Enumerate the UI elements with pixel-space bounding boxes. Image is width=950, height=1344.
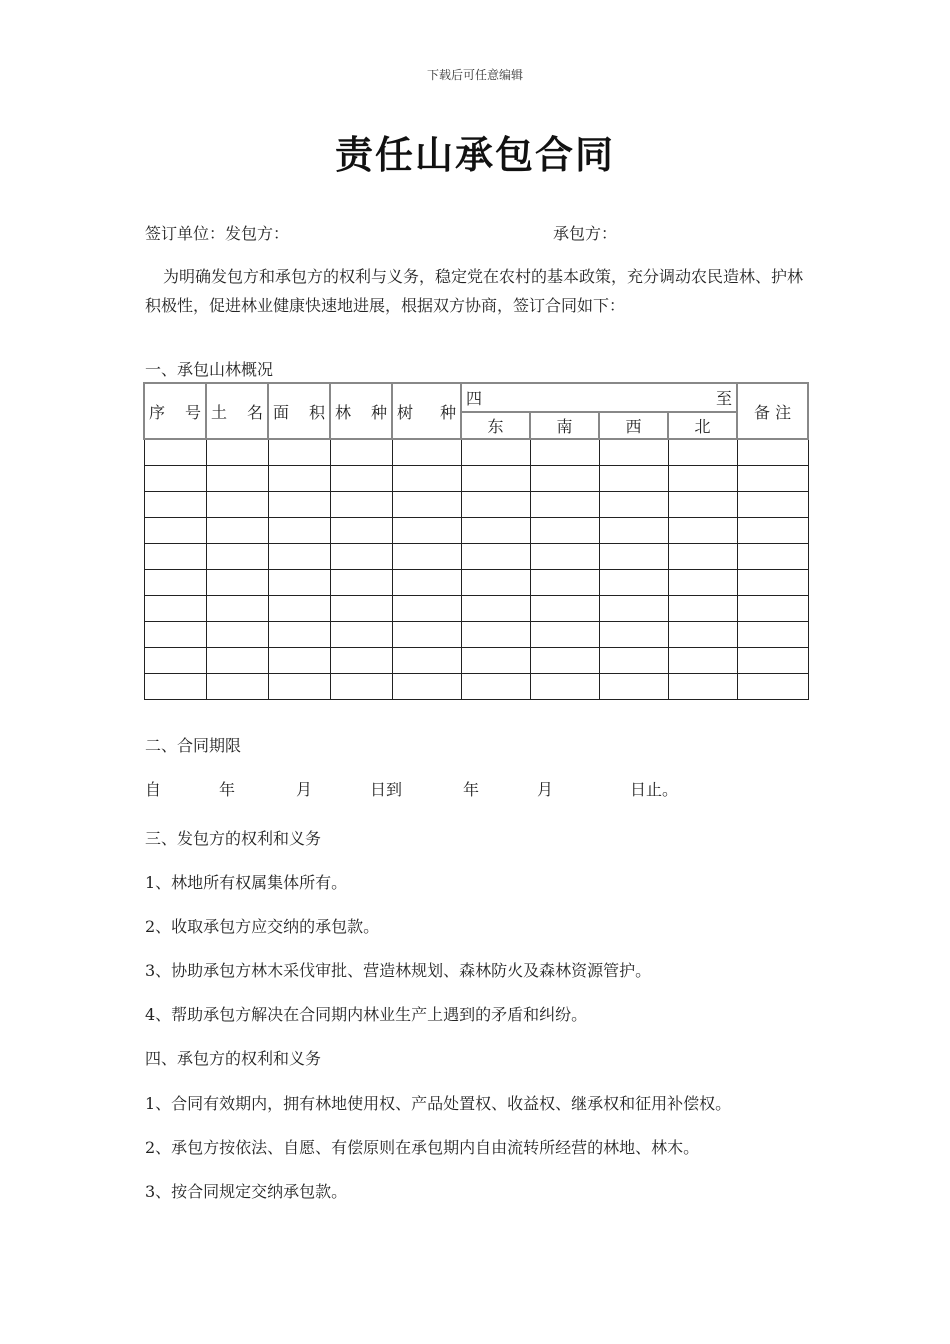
table-cell xyxy=(330,439,392,466)
table-cell xyxy=(530,648,599,674)
col-header-seq: 序 号 xyxy=(144,383,206,439)
table-cell xyxy=(461,439,530,466)
table-cell xyxy=(599,648,668,674)
table-cell xyxy=(268,622,330,648)
table-cell xyxy=(668,439,737,466)
table-cell xyxy=(461,518,530,544)
table-cell xyxy=(268,439,330,466)
section-3-item-2: 2、收取承包方应交纳的承包款。 xyxy=(145,917,380,936)
section-4-item-2: 2、承包方按依法、自愿、有偿原则在承包期内自由流转所经营的林地、林木。 xyxy=(145,1138,700,1157)
table-cell xyxy=(144,648,206,674)
table-cell xyxy=(330,648,392,674)
table-cell xyxy=(599,492,668,518)
col-header-tree-species: 树 种 xyxy=(392,383,461,439)
table-row xyxy=(144,439,808,466)
table-row xyxy=(144,492,808,518)
table-cell xyxy=(461,570,530,596)
table-row xyxy=(144,570,808,596)
table-row xyxy=(144,648,808,674)
table-cell xyxy=(599,674,668,700)
table-cell xyxy=(392,544,461,570)
table-cell xyxy=(330,674,392,700)
table-cell xyxy=(461,492,530,518)
table-cell xyxy=(530,439,599,466)
table-cell xyxy=(206,570,268,596)
table-cell xyxy=(461,674,530,700)
table-cell xyxy=(530,518,599,544)
table-cell xyxy=(599,544,668,570)
table-cell xyxy=(206,544,268,570)
table-cell xyxy=(392,674,461,700)
table-cell xyxy=(668,596,737,622)
col-header-east: 东 xyxy=(461,412,530,439)
period-year-2: 年 xyxy=(463,780,480,799)
col-header-north: 北 xyxy=(668,412,737,439)
table-cell xyxy=(144,439,206,466)
col-header-forest-type: 林 种 xyxy=(330,383,392,439)
table-cell xyxy=(530,466,599,492)
table-cell xyxy=(530,570,599,596)
table-cell xyxy=(144,544,206,570)
table-cell xyxy=(530,674,599,700)
signing-party-contractor: 承包方： xyxy=(553,224,618,243)
table-cell xyxy=(737,544,808,570)
table-cell xyxy=(530,622,599,648)
table-cell xyxy=(668,674,737,700)
table-cell xyxy=(144,622,206,648)
table-cell xyxy=(668,492,737,518)
table-cell xyxy=(737,674,808,700)
table-cell xyxy=(668,518,737,544)
table-cell xyxy=(268,518,330,544)
table-cell xyxy=(392,570,461,596)
table-cell xyxy=(461,648,530,674)
table-cell xyxy=(268,596,330,622)
table-row xyxy=(144,596,808,622)
section-3-heading: 三、发包方的权利和义务 xyxy=(145,829,322,848)
section-4-item-1: 1、合同有效期内，拥有林地使用权、产品处置权、收益权、继承权和征用补偿权。 xyxy=(145,1094,732,1113)
table-cell xyxy=(330,544,392,570)
document-title: 责任山承包合同 xyxy=(334,132,615,177)
table-cell xyxy=(144,596,206,622)
table-cell xyxy=(599,439,668,466)
table-cell xyxy=(206,622,268,648)
table-cell xyxy=(737,518,808,544)
table-cell xyxy=(330,466,392,492)
table-cell xyxy=(668,622,737,648)
table-row xyxy=(144,674,808,700)
section-3-item-3: 3、协助承包方林木采伐审批、营造林规划、森林防火及森林资源管护。 xyxy=(145,961,652,980)
period-month-2: 月 xyxy=(537,780,554,799)
col-header-area: 面 积 xyxy=(268,383,330,439)
section-2-heading: 二、合同期限 xyxy=(145,736,242,755)
period-day-end: 日止。 xyxy=(630,780,679,799)
table-cell xyxy=(461,596,530,622)
table-cell xyxy=(268,674,330,700)
table-cell xyxy=(737,622,808,648)
table-cell xyxy=(392,596,461,622)
table-cell xyxy=(530,492,599,518)
signing-party-issuer: 签订单位：发包方： xyxy=(145,224,290,243)
table-cell xyxy=(144,492,206,518)
table-cell xyxy=(668,466,737,492)
table-cell xyxy=(206,596,268,622)
table-cell xyxy=(144,518,206,544)
table-cell xyxy=(737,570,808,596)
col-header-boundary: 四 至 xyxy=(461,383,737,412)
table-cell xyxy=(737,492,808,518)
table-cell xyxy=(144,674,206,700)
table-cell xyxy=(530,544,599,570)
table-cell xyxy=(330,570,392,596)
section-3-item-4: 4、帮助承包方解决在合同期内林业生产上遇到的矛盾和纠纷。 xyxy=(145,1005,588,1024)
period-year-1: 年 xyxy=(219,780,236,799)
table-cell xyxy=(392,492,461,518)
table-cell xyxy=(144,570,206,596)
table-cell xyxy=(530,596,599,622)
table-cell xyxy=(599,596,668,622)
table-cell xyxy=(268,544,330,570)
table-cell xyxy=(392,648,461,674)
table-cell xyxy=(461,544,530,570)
table-cell xyxy=(668,648,737,674)
section-3-item-1: 1、林地所有权属集体所有。 xyxy=(145,873,348,892)
table-row xyxy=(144,622,808,648)
table-cell xyxy=(330,492,392,518)
table-cell xyxy=(461,466,530,492)
table-header-row xyxy=(144,383,808,412)
table-cell xyxy=(737,648,808,674)
table-cell xyxy=(206,439,268,466)
col-header-place: 土 名 xyxy=(206,383,268,439)
table-cell xyxy=(330,622,392,648)
intro-paragraph: 为明确发包方和承包方的权利与义务，稳定党在农村的基本政策，充分调动农民造林、护林积极性，促进林业健康快速地进展，根据双方协商，签订合同如下： xyxy=(145,267,804,315)
table-cell xyxy=(392,439,461,466)
period-month-1: 月 xyxy=(296,780,313,799)
forest-overview-table xyxy=(143,382,809,700)
table-cell xyxy=(392,466,461,492)
table-cell xyxy=(206,518,268,544)
table-cell xyxy=(206,492,268,518)
table-cell xyxy=(392,622,461,648)
table-row xyxy=(144,544,808,570)
table-cell xyxy=(206,674,268,700)
header-note: 下载后可任意编辑 xyxy=(426,68,523,82)
table-row xyxy=(144,466,808,492)
table-cell xyxy=(668,544,737,570)
table-cell xyxy=(206,648,268,674)
col-header-west: 西 xyxy=(599,412,668,439)
section-4-heading: 四、承包方的权利和义务 xyxy=(145,1049,322,1068)
table-cell xyxy=(668,570,737,596)
section-4-item-3: 3、按合同规定交纳承包款。 xyxy=(145,1182,348,1201)
table-cell xyxy=(268,570,330,596)
table-row xyxy=(144,518,808,544)
table-cell xyxy=(330,596,392,622)
table-cell xyxy=(268,648,330,674)
period-from: 自 xyxy=(145,780,162,799)
contract-period-line xyxy=(145,777,805,801)
period-day-to: 日到 xyxy=(370,780,403,799)
table-cell xyxy=(330,518,392,544)
table-cell xyxy=(144,466,206,492)
table-cell xyxy=(599,570,668,596)
table-body xyxy=(144,439,808,700)
section-1-heading: 一、承包山林概况 xyxy=(145,360,274,379)
table-cell xyxy=(268,466,330,492)
table-cell xyxy=(268,492,330,518)
col-header-south: 南 xyxy=(530,412,599,439)
table-cell xyxy=(599,622,668,648)
col-header-remarks: 备 注 xyxy=(737,383,808,439)
table-cell xyxy=(392,518,461,544)
table-cell xyxy=(737,596,808,622)
table-cell xyxy=(599,466,668,492)
table-cell xyxy=(206,466,268,492)
table-cell xyxy=(461,622,530,648)
table-cell xyxy=(737,466,808,492)
table-cell xyxy=(737,439,808,466)
table-cell xyxy=(599,518,668,544)
